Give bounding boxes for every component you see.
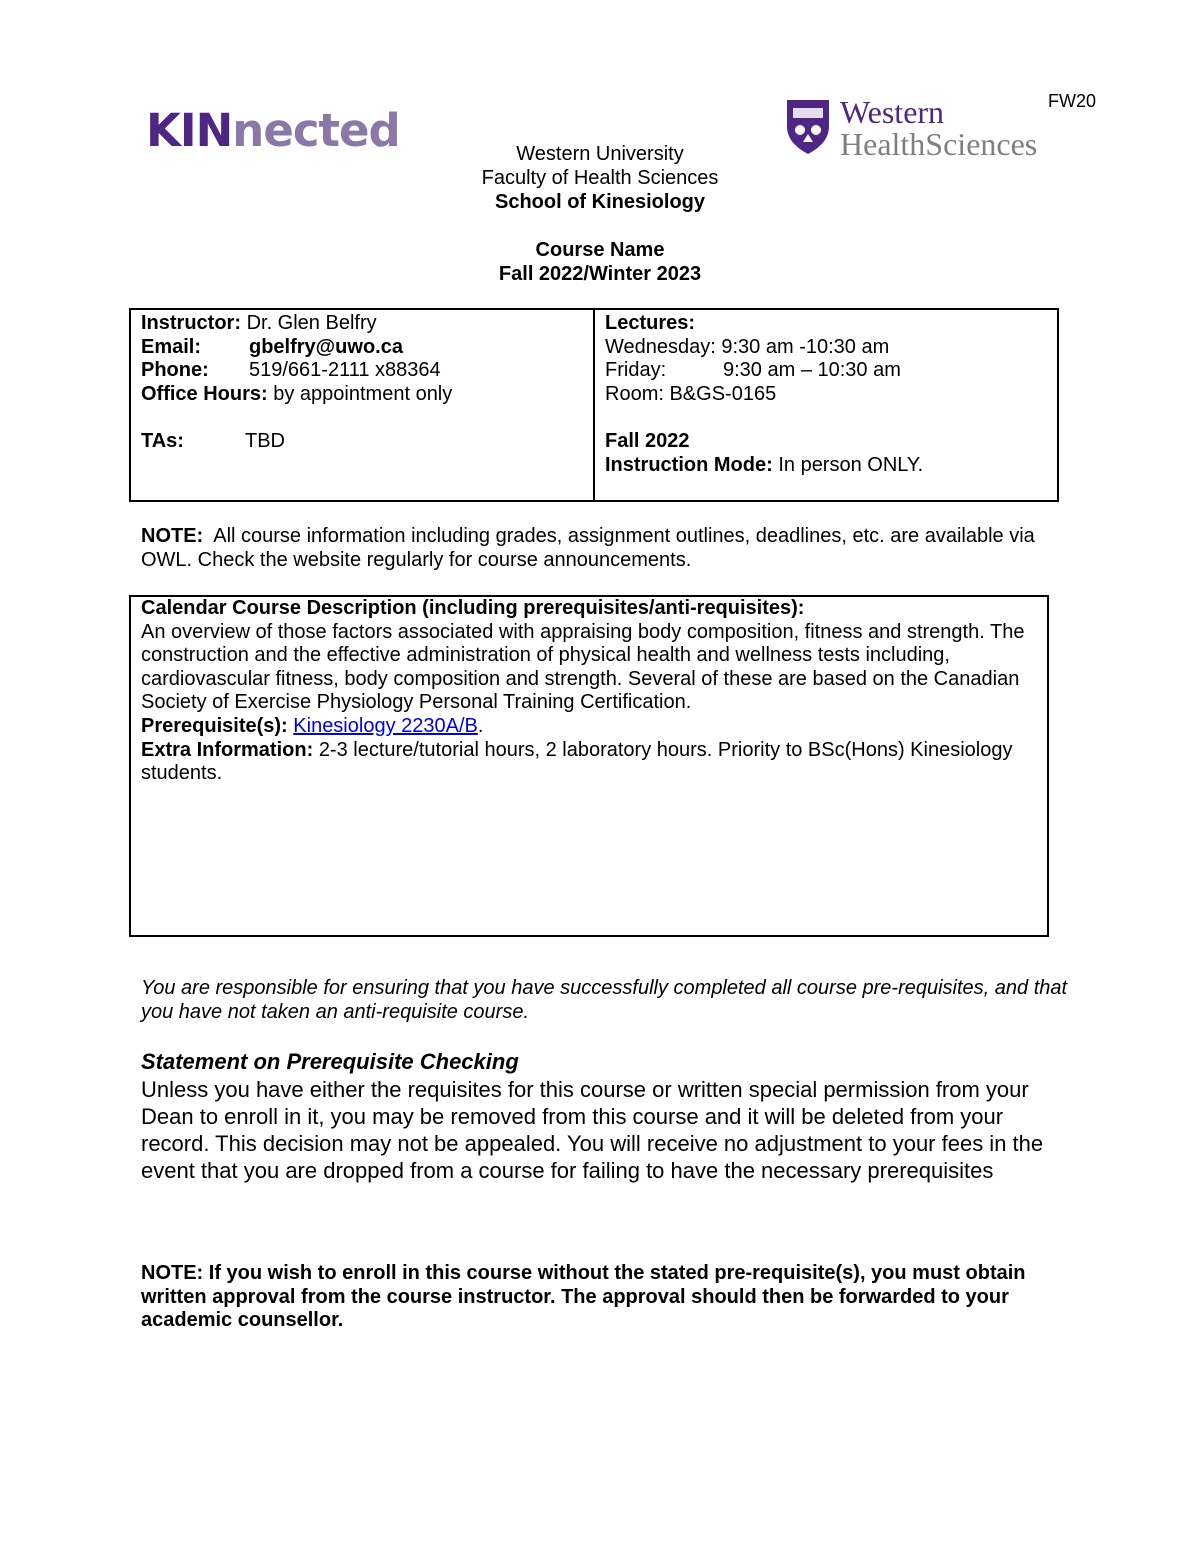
term-label: Fall 2022 [605, 430, 690, 452]
extra-info-text: 2-3 lecture/tutorial hours, 2 laboratory hours. Priority to BSc(Hons) Kinesiology students. [141, 738, 1013, 785]
note-label: NOTE: [141, 525, 204, 547]
email-value[interactable]: gbelfry@uwo.ca [249, 335, 403, 358]
faculty-name: Faculty of Health Sciences [481, 167, 719, 189]
room-value: Room: B&GS-0165 [605, 382, 777, 405]
instructor-value: Dr. Glen Belfry [246, 312, 377, 334]
university-name: Western University [516, 143, 684, 165]
document-code: FW20 [1048, 91, 1097, 111]
friday-time: 9:30 am – 10:30 am [723, 359, 901, 381]
logo-text-healthsciences: HealthSciences [840, 126, 1038, 162]
instruction-mode-value: In person ONLY. [778, 453, 924, 476]
western-health-sciences-logo [840, 96, 1037, 160]
prereq-link[interactable]: Kinesiology 2230A/B [293, 714, 478, 737]
extra-info-label: Extra Information: [141, 738, 314, 761]
course-term: Fall 2022/Winter 2023 [498, 263, 702, 285]
prereq-label: Prerequisite(s): [141, 714, 288, 737]
wednesday-time: 9:30 am -10:30 am [721, 335, 890, 358]
instruction-mode-label: Instruction Mode: [605, 453, 773, 476]
phone-label: Phone: [141, 359, 209, 381]
logo-text-nected: nected [232, 104, 400, 157]
note-text: All course information including grades, assignment outlines, deadlines, etc. are available via OWL. Check the website regularly for course announcements. [141, 525, 1035, 571]
logo-text-kin: KIN [146, 104, 233, 157]
kinnected-logo [146, 104, 400, 157]
office-hours-label: Office Hours: [141, 382, 268, 405]
calendar-description: An overview of those factors associated with appraising body composition, fitness and strength. The construction and the effective administration of physical health and wellness tests including, cardiovascular fitness, body composition and strength. Several of these are based on the Canadian Society of Exercise Physiology Personal Training Certification. [141, 620, 1025, 714]
calendar-description-box [129, 595, 1049, 937]
email-label: Email: [141, 335, 202, 358]
friday-label: Friday: [605, 359, 667, 381]
owl-note [141, 524, 1061, 572]
phone-value: 519/661-2111 x88364 [249, 359, 441, 381]
logo-text-western: Western [840, 94, 945, 130]
tas-value: TBD [245, 430, 285, 452]
document-header [400, 142, 800, 286]
office-hours-value: by appointment only [273, 382, 453, 405]
responsibility-statement: You are responsible for ensuring that you have successfully completed all course pre-requisites, and that you have not taken an anti-requisite course. [141, 977, 1068, 1023]
course-name: Course Name [535, 239, 665, 261]
instructor-column [131, 310, 595, 500]
lectures-label: Lectures: [605, 312, 696, 334]
course-info-table [129, 308, 1059, 502]
prereq-end: . [477, 714, 484, 737]
lectures-column [595, 310, 1057, 500]
wednesday-label: Wednesday: [605, 335, 716, 358]
calendar-heading: Calendar Course Description (including prerequisites/anti-requisites): [141, 597, 805, 619]
statement-heading: Statement on Prerequisite Checking [141, 1049, 519, 1074]
school-name: School of Kinesiology [494, 191, 705, 213]
instructor-label: Instructor: [141, 312, 241, 334]
statement-body: Unless you have either the requisites for this course or written special permission from your Dean to enroll in it, you may be removed from this course and it will be deleted from your record. This decision may not be appealed. You will receive no adjustment to your fees in the event that you are dropped from a course for failing to have the necessary prerequisites [141, 1077, 1044, 1183]
enrollment-note: NOTE: If you wish to enroll in this course without the stated pre-requisite(s), you must obtain written approval from the course instructor. The approval should then be forwarded to your academic counsellor. [141, 1262, 1026, 1331]
tas-label: TAs: [141, 430, 184, 452]
